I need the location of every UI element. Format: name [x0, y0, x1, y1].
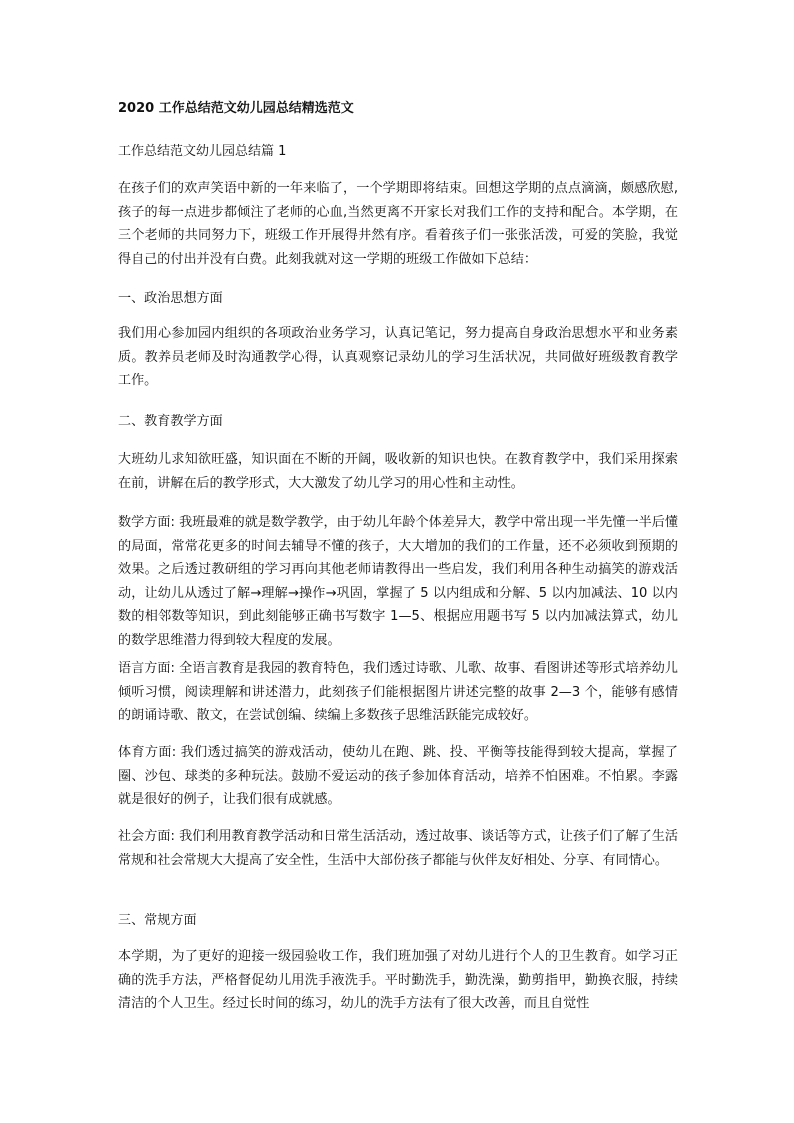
teaching-paragraph: 大班幼儿求知欲旺盛，知识面在不断的开阔，吸收新的知识也快。在教育教学中，我们采用探索在前，讲解在后的教学形式，大大激发了幼儿学习的用心性和主动性。	[118, 452, 678, 491]
heading-teaching: 二、教育教学方面	[118, 414, 223, 429]
politics-paragraph: 我们用心参加园内组织的各项政治业务学习，认真记笔记，努力提高自身政治思想水平和业务素质。教养员老师及时沟通教学心得，认真观察记录幼儿的学习生活状况，共同做好班级教育教学工作。	[118, 326, 678, 388]
heading-routine: 三、常规方面	[118, 913, 197, 928]
math-paragraph: 数学方面: 我班最难的就是数学教学，由于幼儿年龄个体差异大，教学中常出现一半先懂一半后懂的局面，常常花更多的时间去辅导不懂的孩子，大大增加的我们的工作量，还不必须收到预期的效果。之后透过教研组的学习再向其他老师请教得出一些启发，我们利用各种生动搞笑的游戏活动，让幼儿从透过了解→理解→操作→巩固，掌握了 5 以内组成和分解、5 以内加减法、10 以内数的相邻数等知识，到此刻能够正确书写数字 1—5、根据应用题书写 5 以内加减法算式，幼儿的数学思维潜力得到较大程度的发展。	[118, 515, 678, 648]
sports-paragraph: 体育方面: 我们透过搞笑的游戏活动，使幼儿在跑、跳、投、平衡等技能得到较大提高，掌握了圈、沙包、球类的多种玩法。鼓励不爱运动的孩子参加体育活动，培养不怕困难。不怕累。李露就是很好的例子，让我们很有成就感。	[118, 745, 678, 807]
social-paragraph: 社会方面: 我们利用教育教学活动和日常生活活动，透过故事、谈话等方式，让孩子们了解了生活常规和社会常规大大提高了安全性，生活中大部份孩子都能与伙伴友好相处、分享、有同情心。	[118, 829, 678, 868]
document-title: 2020 工作总结范文幼儿园总结精选范文	[118, 101, 354, 116]
heading-politics: 一、政治思想方面	[118, 291, 223, 306]
section-subtitle: 工作总结范文幼儿园总结篇 1	[118, 144, 287, 159]
language-paragraph: 语言方面: 全语言教育是我园的教育特色，我们透过诗歌、儿歌、故事、看图讲述等形式培养幼儿倾听习惯，阅读理解和讲述潜力，此刻孩子们能根据图片讲述完整的故事 2—3 个，能够有感情的朗诵诗歌、散文，在尝试创编、续编上多数孩子思维活跃能完成较好。	[118, 661, 678, 723]
intro-paragraph: 在孩子们的欢声笑语中新的一年来临了，一个学期即将结束。回想这学期的点点滴滴，颇感欣慰,孩子的每一点进步都倾注了老师的心血,当然更离不开家长对我们工作的支持和配合。本学期，在三个老师的共同努力下，班级工作开展得井然有序。看着孩子们一张张活泼，可爱的笑脸，我觉得自己的付出并没有白费。此刻我就对这一学期的班级工作做如下总结：	[118, 181, 678, 267]
routine-paragraph: 本学期，为了更好的迎接一级园验收工作，我们班加强了对幼儿进行个人的卫生教育。如学习正确的洗手方法，严格督促幼儿用洗手液洗手。平时勤洗手，勤洗澡，勤剪指甲，勤换衣服，持续清洁的个人卫生。经过长时间的练习，幼儿的洗手方法有了很大改善，而且自觉性	[118, 949, 678, 1011]
